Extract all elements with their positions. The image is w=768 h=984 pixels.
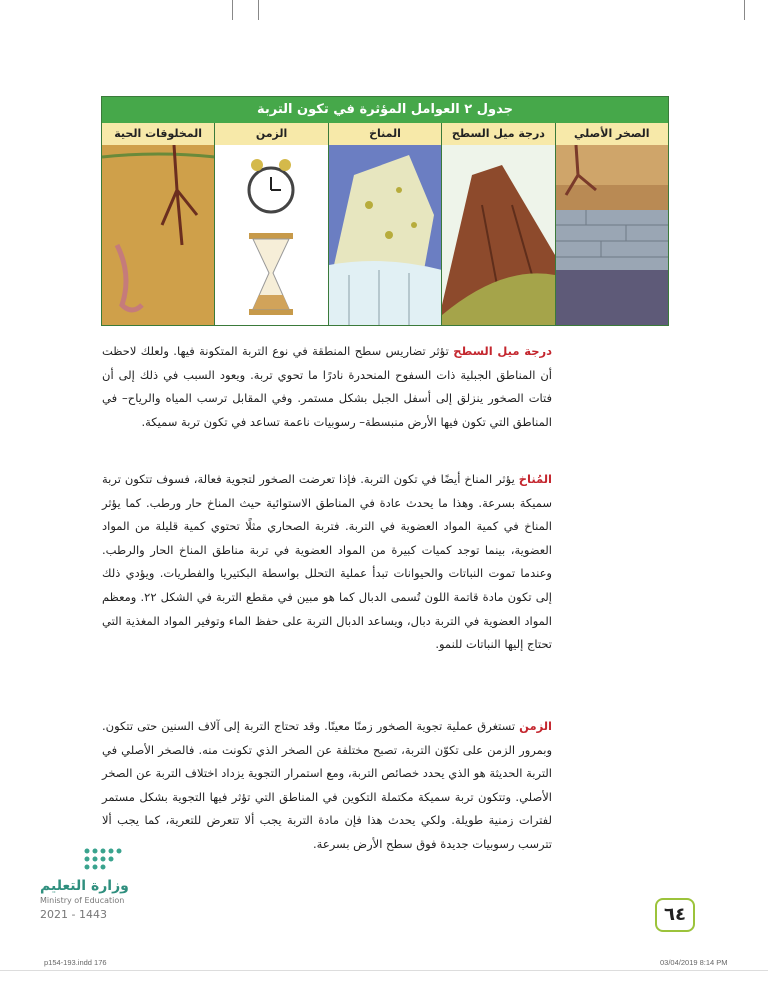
slope-illustration [441, 145, 554, 325]
header-parent-rock: الصخر الأصلي [555, 123, 668, 145]
crop-mark [0, 970, 768, 971]
term-slope: درجة ميل السطح [453, 344, 552, 358]
footer-date: 03/04/2019 8:14 PM [660, 958, 728, 967]
paragraph-slope [102, 340, 552, 434]
header-time: الزمن [214, 123, 327, 145]
table-illustration-row [102, 145, 668, 325]
time-illustration [214, 145, 327, 325]
paragraph-climate [102, 468, 552, 657]
ministry-logo-dots-icon [82, 846, 152, 874]
ministry-name-arabic: وزارة التعليم [40, 878, 129, 894]
paragraph-text: يؤثر المناخ أيضًا في تكون التربة. فإذا تعرضت الصخور لتجوية فعالة، فسوف تتكون تربة سميكة بسرعة. وهذا ما يحدث عادة في المناطق الاستوائية حيث المناخ حار ورطب. كما يؤثر المناخ في كمية المواد العضوية في التربة. فتربة الصحاري مثلًا تحتوي كمية قليلة من المواد العضوية، بينما توجد كميات كبيرة من المواد العضوية في تربة مناطق المناخ الحار والرطب. وعندما تموت النباتات والحيوانات تبدأ عملية التحلل بواسطة البكتيريا والفطريات. ويؤدي ذلك إلى تكون مادة قاتمة اللون تُسمى الدبال كما هو مبين في مقطع التربة في الشكل ٢٢. ومعظم المواد العضوية في التربة دبال، ويساعد الدبال التربة على حفظ الماء وتوفير المواد المغذية التي تحتاج إليها النباتات للنمو. [102, 472, 552, 652]
term-time: الزمن [519, 719, 552, 733]
edition-year: 2021 - 1443 [40, 908, 107, 921]
footer-file-name: p154-193.indd 176 [44, 958, 107, 967]
header-organisms: المخلوقات الحية [102, 123, 214, 145]
table-header-row [102, 123, 668, 145]
crop-mark [232, 0, 233, 20]
climate-illustration [328, 145, 441, 325]
paragraph-time [102, 715, 552, 857]
crop-mark [744, 0, 745, 20]
organisms-illustration [102, 145, 214, 325]
table-title: جدول ٢ العوامل المؤثرة في تكون التربة [102, 97, 668, 123]
header-climate: المناخ [328, 123, 441, 145]
term-climate: المُناخ [518, 472, 552, 486]
soil-factors-table [101, 96, 669, 326]
parent-rock-illustration [555, 145, 668, 325]
paragraph-text: تستغرق عملية تجوية الصخور زمنًا معينًا. وقد تحتاج التربة إلى آلاف السنين حتى تتكون. وبمرور الزمن على تكوّن التربة، تصبح مختلفة عن الصخر الذي تكونت منه. فالصخر الأصلي في التربة الحديثة هو الذي يحدد خصائص التربة، ومع استمرار التجوية يزداد اختلاف التربة عن الصخر الأصلي. وتتكون تربة سميكة مكتملة التكوين في المناطق التي تؤثر فيها التجوية بشكل مستمر لفترات زمنية طويلة. ولكي يحدث هذا فإن مادة التربة يجب ألا تتعرض للتعرية، كما يجب ألا تترسب رسوبيات جديدة فوق سطح الأرض بسرعة. [102, 719, 552, 851]
page-number: ٦٤ [655, 898, 695, 932]
paragraph-text: تؤثر تضاريس سطح المنطقة في نوع التربة المتكونة فيها. ولعلك لاحظت أن المناطق الجبلية ذات السفوح المنحدرة نادرًا ما تحوي تربة. ويعود السبب في ذلك إلى أن فتات الصخور ينزلق إلى أسفل الجبل بشكل مستمر. وفي المقابل ترسب المياه والرياح– في المناطق التي تكون فيها الأرض منبسطة– رسوبيات ناعمة تساعد في تكون تربة سميكة. [102, 344, 552, 429]
header-slope: درجة ميل السطح [441, 123, 554, 145]
ministry-name-english: Ministry of Education [40, 896, 125, 905]
crop-mark [258, 0, 259, 20]
